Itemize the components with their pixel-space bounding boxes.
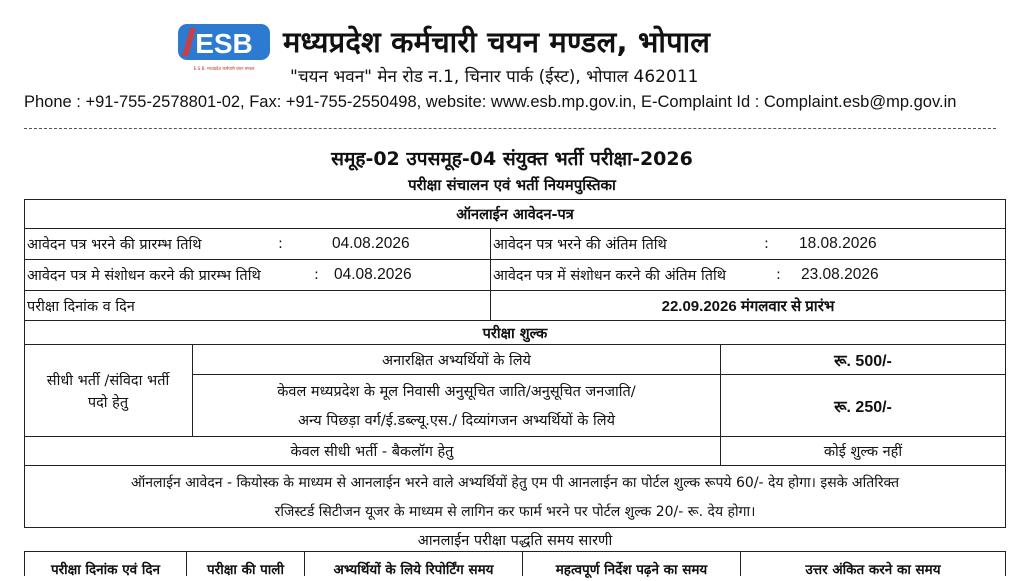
edit-start-date-value: 04.08.2026: [334, 266, 412, 283]
exam-date-label: परीक्षा दिनांक व दिन: [27, 298, 135, 315]
column-header: परीक्षा की पाली: [207, 562, 284, 578]
backlog-label: केवल सीधी भर्ती - बैकलॉग हेतु: [290, 444, 454, 460]
portal-fee-note-line2: रजिस्टर्ड सिटीजन यूजर के माध्यम से लागिन कर फार्म भरने पर पोर्टल शुल्क 20/- रू. देय होगा।: [274, 503, 756, 520]
contact-line: Phone : +91-755-2578801-02, Fax: +91-755-2550498, website: www.esb.mp.gov.in, E-Complaint Id : Complaint.esb@mp.gov.in: [24, 93, 957, 111]
backlog-fee: कोई शुल्क नहीं: [823, 444, 903, 460]
schedule-table: [24, 199, 1006, 576]
fee-category-line2: पदो हेतु: [87, 395, 129, 411]
edit-start-date-label: आवेदन पत्र मे संशोधन करने की प्रारम्भ तिथि: [27, 268, 261, 284]
start-date-label: आवेदन पत्र भरने की प्रारम्भ तिथि: [27, 237, 202, 253]
edit-start-date-colon: :: [314, 267, 319, 283]
table-line: [24, 465, 1006, 466]
end-date-value: 18.08.2026: [799, 235, 877, 252]
edit-end-date-value: 23.08.2026: [801, 266, 879, 283]
table-line: [1005, 551, 1006, 576]
column-header: महत्वपूर्ण निर्देश पढ़ने का समय: [555, 562, 708, 578]
portal-fee-note-line1: ऑनलाईन आवेदन - कियोस्क के माध्यम से आनलाईन भरने वाले अभ्यर्थियों हेतु एम पी आनलाईन का पोर्टल शुल्क रूपये 60/- देय होगा। इसके अतिरिक्त: [130, 474, 900, 491]
online-application-heading: ऑनलाईन आवेदन-पत्र: [456, 207, 574, 223]
start-date-value: 04.08.2026: [332, 235, 410, 252]
schedule-heading: आनलाईन परीक्षा पद्धति समय सारणी: [417, 532, 613, 549]
unreserved-label: अनारक्षित अभ्यर्थियों के लिये: [382, 352, 531, 369]
edit-end-date-label: आवेदन पत्र में संशोधन करने की अंतिम तिथि: [493, 268, 727, 284]
logo-text: ESB: [195, 28, 253, 59]
end-date-colon: :: [764, 236, 769, 252]
reserved-label-line2: अन्य पिछड़ा वर्ग/ई.डब्ल्यू.एस./ दिव्यांगजन अभ्यर्थियों के लिये: [297, 413, 616, 429]
start-date-colon: :: [278, 236, 283, 252]
reserved-fee: रू. 250/-: [834, 398, 892, 416]
exam-title: समूह-02 उपसमूह-04 संयुक्त भर्ती परीक्षा-2026: [331, 148, 693, 170]
manual-title: परीक्षा संचालन एवं भर्ती नियमपुस्तिका: [408, 176, 616, 194]
end-date-label: आवेदन पत्र भरने की अंतिम तिथि: [493, 237, 667, 253]
column-header: उत्तर अंकित करने का समय: [805, 562, 941, 578]
column-header: अभ्यर्थियों के लिये रिपोर्टिंग समय: [333, 562, 494, 578]
esb-logo: [176, 22, 272, 74]
org-name: मध्यप्रदेश कर्मचारी चयन मण्डल, भोपाल: [283, 25, 711, 59]
org-address: "चयन भवन" मेन रोड न.1, चिनार पार्क (ईस्ट), भोपाल 462011: [290, 67, 699, 87]
reserved-label-line1: केवल मध्यप्रदेश के मूल निवासी अनुसूचित जाति/अनुसूचित जनजाति/: [277, 384, 636, 400]
logo-tagline: E.S.B. मध्यप्रदेश कर्मचारी चयन मण्डल: [193, 66, 255, 71]
column-header: परीक्षा दिनांक एवं दिन: [50, 562, 161, 578]
table-line: [24, 551, 1006, 552]
edit-end-date-colon: :: [776, 267, 781, 283]
unreserved-fee: रू. 500/-: [834, 352, 892, 370]
fee-category-line1: सीधी भर्ती /संविदा भर्ती: [46, 373, 170, 389]
fees-heading: परीक्षा शुल्क: [482, 325, 548, 342]
dashed-divider: [24, 128, 996, 129]
exam-date-value: 22.09.2026 मंगलवार से प्रारंभ: [661, 297, 835, 315]
